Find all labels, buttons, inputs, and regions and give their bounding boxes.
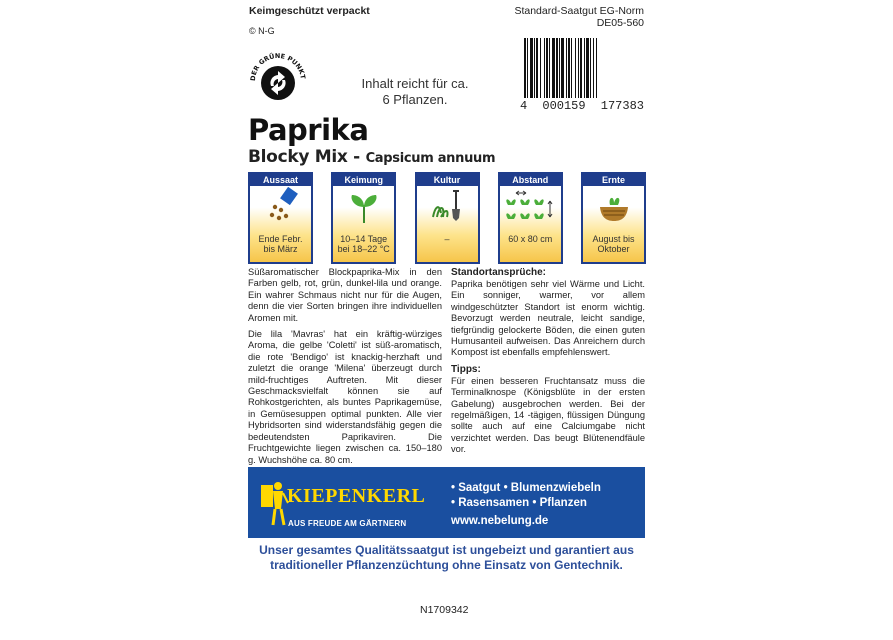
brand-banner [248, 467, 645, 538]
website-link[interactable]: www.nebelung.de [451, 515, 549, 527]
quality-line: Unser gesamtes Qualitätssaatgut ist ungebeizt und garantiert aus [259, 543, 634, 557]
article-number: N1709342 [420, 604, 469, 616]
latin-name: Capsicum annuum [365, 151, 496, 166]
copyright-note: © N-G [249, 26, 275, 36]
seed-standard-line: Standard-Saatgut EG-Norm [514, 5, 644, 17]
icon-card-value: 10–14 Tage bei 18–22 °C [337, 234, 390, 254]
spacing-plants-icon [502, 187, 558, 225]
location-paragraph: Paprika benötigen sehr viel Wärme und Licht. Ein sonniger, warmer, vor allem windgeschützter Standort ist enorm wichtig. Bevorzugt werden neutrale, leicht sandige, tiefgründig gelockerte Böden, die einen guten Humusanteil aufweisen. Das Anreichern durch Kompost ist ebenfalls empfehlenswert. [451, 279, 645, 358]
icon-card-value: August bis Oktober [592, 234, 635, 254]
product-title: Paprika [248, 113, 369, 147]
quality-line: traditioneller Pflanzenzüchtung ohne Einsatz von Gentechnik. [270, 558, 623, 572]
tips-paragraph: Für einen besseren Fruchtansatz muss die Terminalknospe (Königsblüte in der ersten Gabelung) ausgebrochen werden. Bei der regelmäßigen, 14 -tägigen, flüssigen Düngung sollte auch auf eine Calciumgabe nicht verzichtet werden. Das beugt Blütenendfäule vor. [451, 375, 645, 455]
barcode-digit-group: 000159 [542, 99, 586, 113]
variety-name: Blocky Mix - [248, 147, 360, 167]
icon-card-aussaat [248, 172, 313, 264]
contents-note [340, 76, 490, 108]
product-range-line: • Saatgut • Blumenzwiebeln [451, 482, 601, 494]
gruener-punkt-text: DER GRÜNE PUNKT [248, 51, 307, 82]
contents-line-2: 6 Pflanzen. [382, 92, 448, 107]
protected-packaging-note: Keimgeschützt verpackt [249, 5, 370, 17]
icon-card-label: Abstand [500, 174, 561, 186]
location-heading: Standortansprüche: [451, 267, 547, 278]
seed-packet-icon [261, 187, 301, 225]
icon-card-label: Kultur [417, 174, 478, 186]
barcode-digit-group: 4 [520, 99, 528, 113]
description-column [248, 267, 442, 471]
harvest-bowl-icon [594, 187, 634, 225]
growing-tips-column [451, 267, 645, 461]
icon-card-label: Ernte [583, 174, 644, 186]
icon-card-value: 60 x 80 cm [508, 234, 553, 244]
barcode-digit-group: 177383 [600, 99, 644, 113]
brand-slogan: AUS FREUDE AM GÄRTNERN [288, 519, 407, 528]
icon-card-kultur [415, 172, 480, 264]
brand-logo: KIEPENKERL [287, 485, 426, 507]
brand-info [451, 481, 601, 529]
icon-card-value: – [444, 234, 450, 244]
barcode-digits [520, 99, 644, 113]
seed-standard-note [510, 5, 644, 29]
icon-card-value: Ende Febr. bis März [258, 234, 303, 254]
gruener-punkt-logo-icon [247, 50, 309, 112]
icon-card-keimung [331, 172, 396, 264]
product-subtitle [248, 147, 495, 167]
icon-card-label: Keimung [333, 174, 394, 186]
tips-heading: Tipps: [451, 363, 481, 375]
kiepenkerl-mascot-icon [259, 479, 289, 527]
seed-standard-code: DE05-560 [596, 17, 644, 29]
icon-card-ernte [581, 172, 646, 264]
description-paragraph: Die lila 'Mavras' hat ein kräftig-würziges Aroma, die gelbe 'Coletti' ist süß-aromatisch, die rote 'Bendigo' ist knackig-herzhaft und zuletzt die orange 'Milena' überzeugt durch mild-fruchtiges Auftreten. Mit dieser Geschmacksvielfalt können sie auf Rohkostgerichten, als buntes Paprikagemüse, in Gemüsesuppen optimal punkten. Alle vier Hybridsorten sind widerstandsfähig gegen die bedeutendsten Paprikaviren. Die Fruchtgewichte liegen zwischen ca. 150–180 g. Wuchshöhe ca. 80 cm. [248, 329, 442, 465]
seedling-icon [344, 187, 384, 225]
spade-icon [427, 187, 467, 225]
description-paragraph: Süßaromatischer Blockpaprika-Mix in den Farben gelb, rot, grün, dunkel-lila und orange. Ein wahrer Schmaus nicht nur für die Augen, denn die vier Sorten bringen ihre individuellen Aromen mit. [248, 267, 442, 323]
icon-card-abstand [498, 172, 563, 264]
cultivation-icons-row [248, 172, 646, 264]
product-range-line: • Rasensamen • Pflanzen [451, 497, 587, 509]
icon-card-label: Aussaat [250, 174, 311, 186]
contents-line-1: Inhalt reicht für ca. [361, 76, 469, 91]
quality-statement [248, 543, 645, 573]
